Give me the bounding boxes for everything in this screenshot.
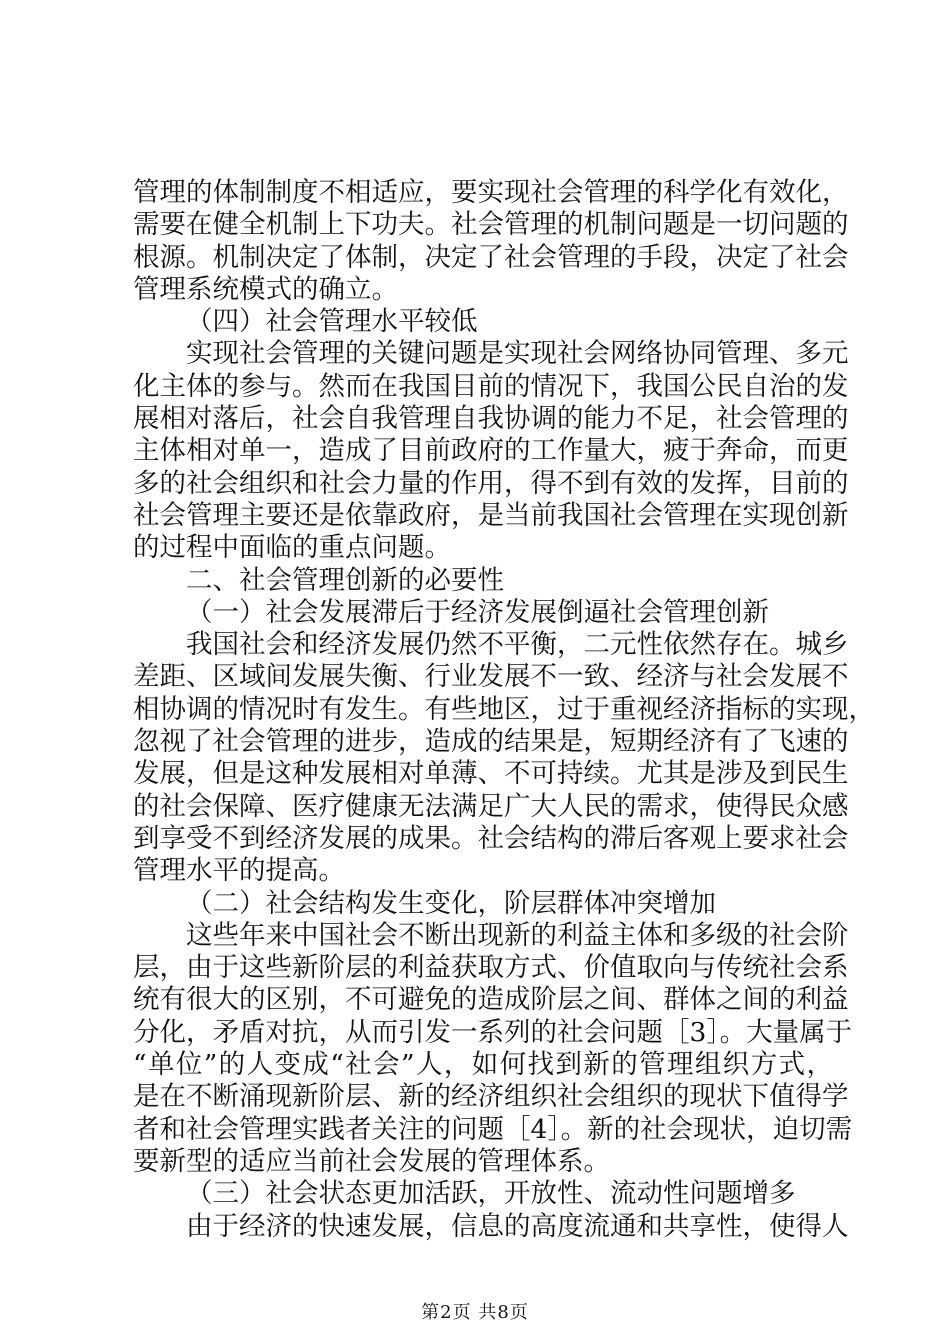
document-body [133, 177, 875, 1243]
text-line: 化主体的参与。然而在我国目前的情况下，我国公民自治的发 [133, 370, 849, 402]
text-line: 相协调的情况时有发生。有些地区，过于重视经济指标的实现， [133, 693, 875, 725]
text-line: 社会管理主要还是依靠政府，是当前我国社会管理在实现创新 [133, 499, 849, 531]
text-line: 管理的体制制度不相适应，要实现社会管理的科学化有效化， [133, 177, 849, 208]
text-line: 的过程中面临的重点问题。 [133, 532, 451, 564]
text-line: 的社会保障、医疗健康无法满足广大人民的需求，使得民众感 [133, 790, 849, 822]
text-line: 实现社会管理的关键问题是实现社会网络协同管理、多元 [186, 338, 849, 370]
text-line: 者和社会管理实践者关注的问题［4］。新的社会现状，迫切需 [133, 1113, 853, 1145]
text-line: 这些年来中国社会不断出现新的利益主体和多级的社会阶 [186, 919, 849, 951]
text-line: （二）社会结构发生变化，阶层群体冲突增加 [186, 887, 716, 919]
text-line: 由于经济的快速发展，信息的高度流通和共享性，使得人 [186, 1210, 849, 1242]
text-line: （四）社会管理水平较低 [186, 306, 478, 338]
text-line: 发展，但是这种发展相对单薄、不可持续。尤其是涉及到民生 [133, 758, 849, 790]
text-line: 差距、区域间发展失衡、行业发展不一致、经济与社会发展不 [133, 661, 849, 693]
text-line: 根源。机制决定了体制，决定了社会管理的手段，决定了社会 [133, 241, 849, 273]
text-line: 统有很大的区别，不可避免的造成阶层之间、群体之间的利益 [133, 984, 849, 1016]
text-line: “单位”的人变成“社会”人，如何找到新的管理组织方式， [133, 1049, 833, 1081]
text-line: 忽视了社会管理的进步，造成的结果是，短期经济有了飞速的 [133, 726, 849, 758]
text-line: 展相对落后，社会自我管理自我协调的能力不足，社会管理的 [133, 403, 849, 435]
text-line: （三）社会状态更加活跃，开放性、流动性问题增多 [186, 1178, 796, 1210]
text-line: 主体相对单一，造成了目前政府的工作量大，疲于奔命，而更 [133, 435, 849, 467]
text-line: 分化，矛盾对抗，从而引发一系列的社会问题［3］。大量属于 [133, 1016, 853, 1048]
text-line: 管理水平的提高。 [133, 855, 345, 887]
text-line: 要新型的适应当前社会发展的管理体系。 [133, 1145, 610, 1177]
page-footer: 第2页 共8页 [421, 1302, 529, 1323]
text-line: 是在不断涌现新阶层、新的经济组织社会组织的现状下值得学 [133, 1081, 849, 1113]
text-line: 层，由于这些新阶层的利益获取方式、价值取向与传统社会系 [133, 952, 849, 984]
text-line: 二、社会管理创新的必要性 [186, 564, 504, 596]
text-line: 多的社会组织和社会力量的作用，得不到有效的发挥，目前的 [133, 467, 849, 499]
text-line: 管理系统模式的确立。 [133, 273, 398, 305]
text-line: （一）社会发展滞后于经济发展倒逼社会管理创新 [186, 596, 769, 628]
text-line: 需要在健全机制上下功夫。社会管理的机制问题是一切问题的 [133, 209, 849, 241]
text-line: 到享受不到经济发展的成果。社会结构的滞后客观上要求社会 [133, 822, 849, 854]
text-line: 我国社会和经济发展仍然不平衡，二元性依然存在。城乡 [186, 629, 849, 661]
